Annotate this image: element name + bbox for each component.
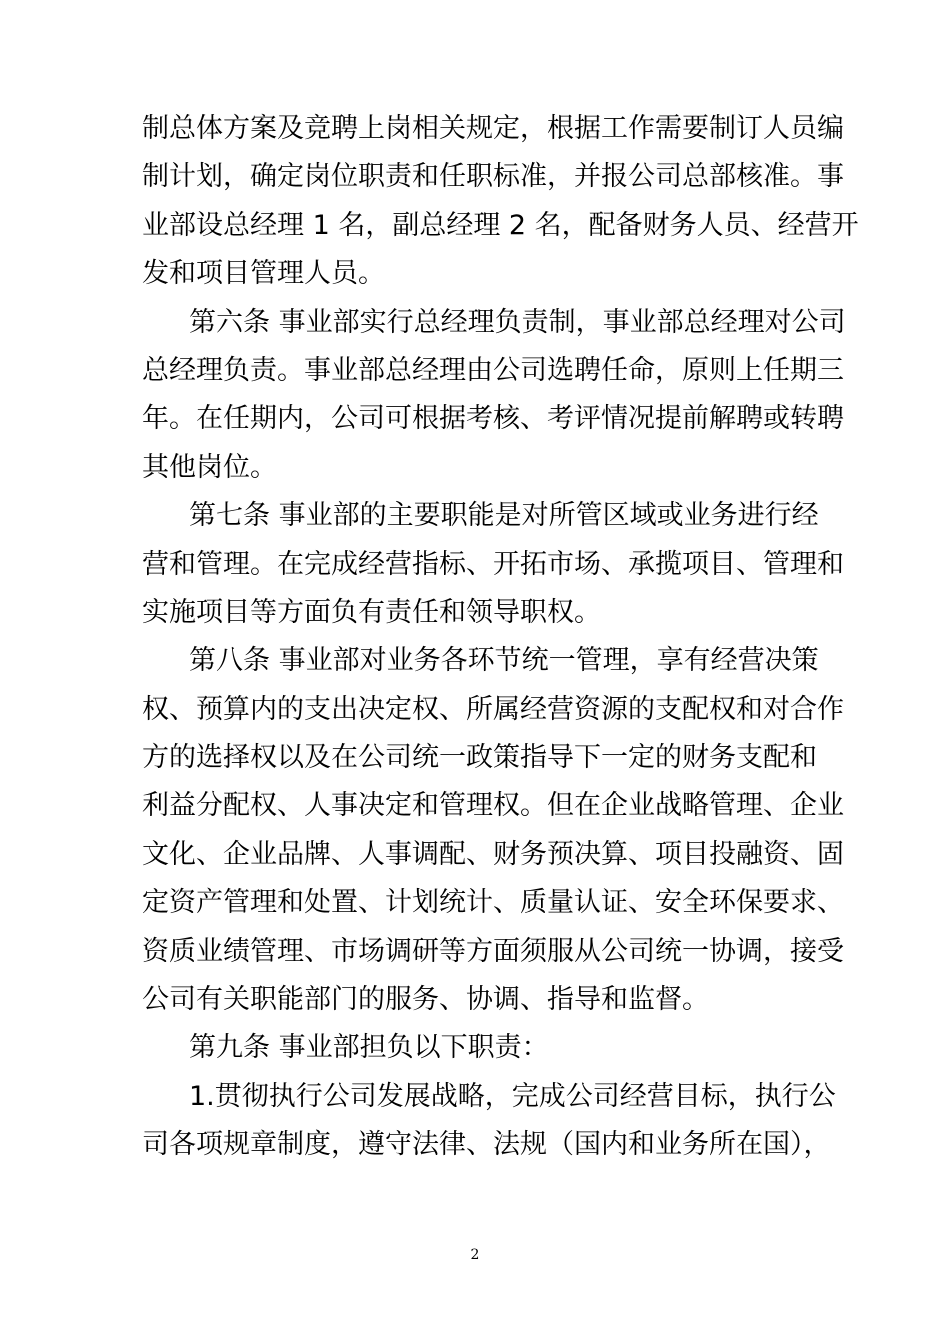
text-line: 其他岗位。 [142,451,277,483]
text-line: 营和管理。在完成经营指标、开拓市场、承揽项目、管理和 [142,548,844,580]
article-6-heading-line: 第六条 事业部实行总经理负责制，事业部总经理对公司 [189,306,846,338]
text-line: 方的选择权以及在公司统一政策指导下一定的财务支配和 [142,742,817,774]
text-line: 制计划，确定岗位职责和任职标准，并报公司总部核准。事 [142,161,844,193]
list-item-1-line: 1.贯彻执行公司发展战略，完成公司经营目标，执行公 [189,1080,836,1112]
text-line: 业部设总经理 1 名，副总经理 2 名，配备财务人员、经营开 [142,209,859,241]
text-line: 定资产管理和处置、计划统计、质量认证、安全环保要求、 [142,887,844,919]
text-line: 制总体方案及竞聘上岗相关规定，根据工作需要制订人员编 [142,113,844,144]
article-7-heading-line: 第七条 事业部的主要职能是对所管区域或业务进行经 [189,500,819,532]
text-line: 权、预算内的支出决定权、所属经营资源的支配权和对合作 [142,693,844,725]
text-line: 实施项目等方面负有责任和领导职权。 [142,596,601,628]
text-line: 文化、企业品牌、人事调配、财务预决算、项目投融资、固 [142,838,844,870]
text-line: 年。在任期内，公司可根据考核、考评情况提前解聘或转聘 [142,403,844,435]
page-number: 2 [470,1247,480,1263]
article-8-heading-line: 第八条 事业部对业务各环节统一管理，享有经营决策 [189,645,819,677]
body-text [142,105,859,1170]
text-line: 发和项目管理人员。 [142,258,385,290]
article-9-heading-line: 第九条 事业部担负以下职责： [189,1032,549,1064]
text-line: 总经理负责。事业部总经理由公司选聘任命，原则上任期三 [142,354,844,386]
text-line: 资质业绩管理、市场调研等方面须服从公司统一协调，接受 [142,935,844,967]
text-line: 利益分配权、人事决定和管理权。但在企业战略管理、企业 [142,790,844,822]
text-line: 公司有关职能部门的服务、协调、指导和监督。 [142,984,709,1016]
text-line: 司各项规章制度，遵守法律、法规（国内和业务所在国）， [142,1129,831,1161]
